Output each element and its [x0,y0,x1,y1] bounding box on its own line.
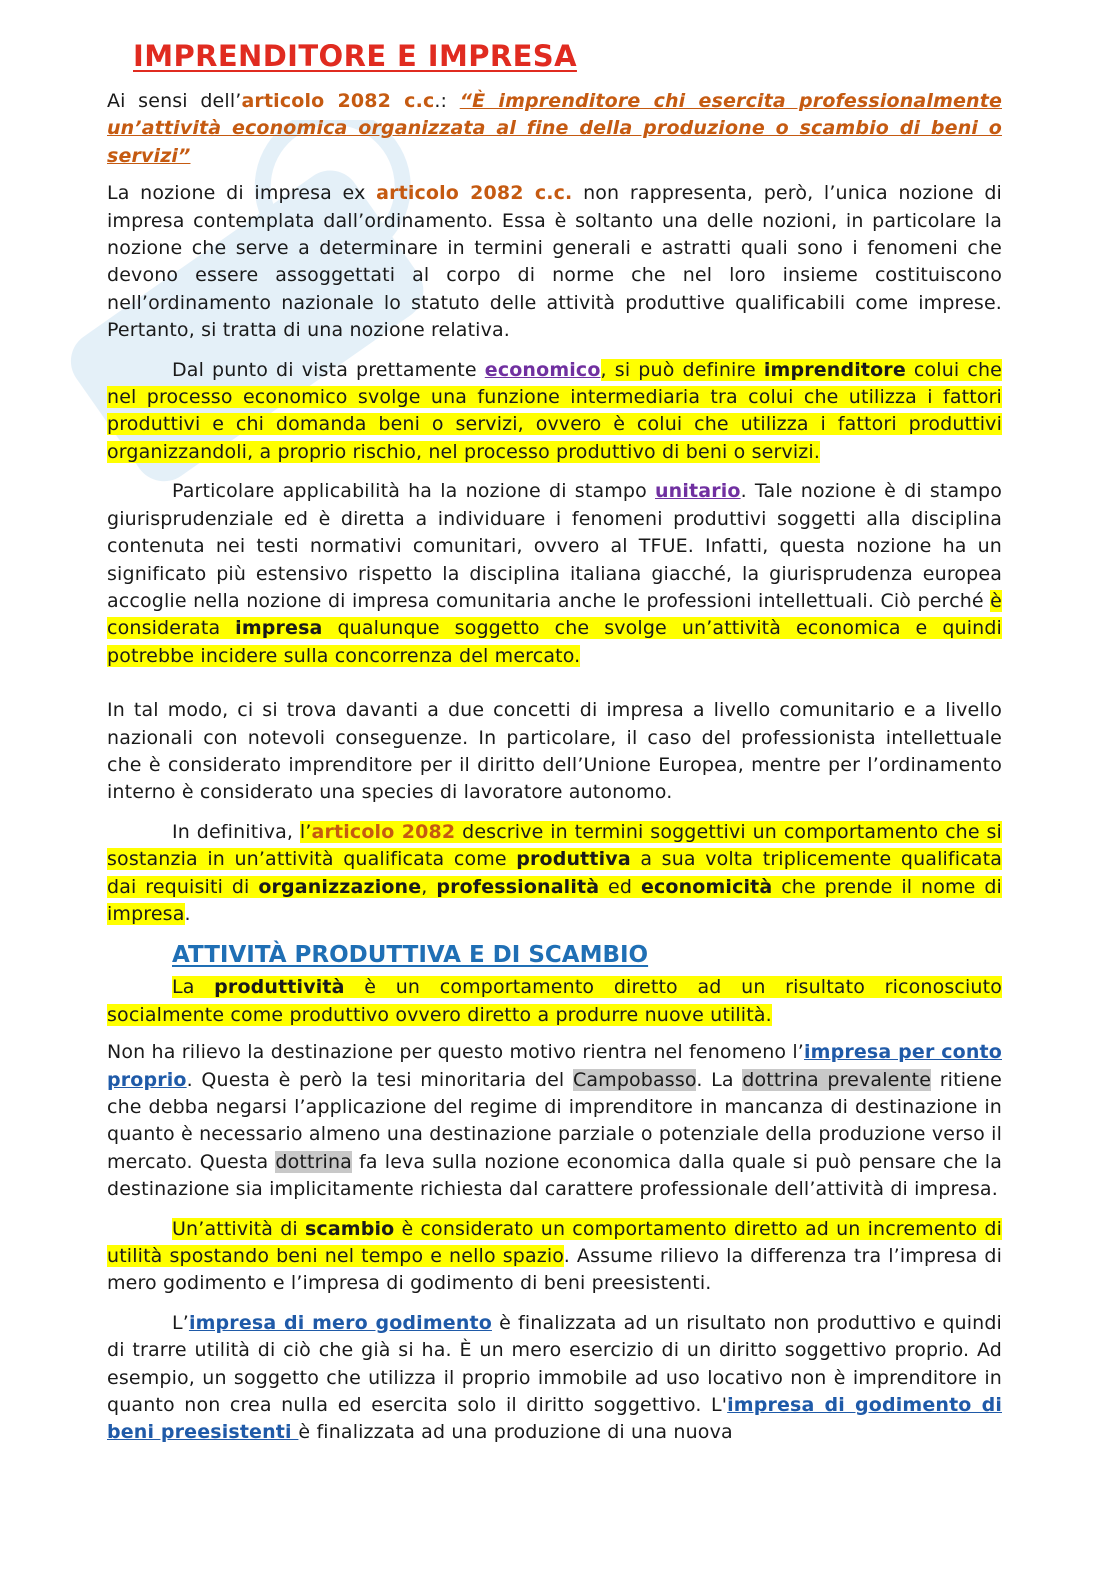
highlight: descrive in termini soggettivi un comportamento che si sostanzia in un’attività qualificata come [107,820,1002,871]
text: . Assume rilievo la differenza tra l’impresa di mero godimento e l’impresa di godimento di beni preesistenti. [107,1245,1002,1295]
grey-highlight: dottrina [275,1150,352,1173]
text: . [184,902,191,925]
highlight: che prende il nome di impresa [107,875,1002,925]
document-page [107,30,1002,1447]
page-title: IMPRENDITORE E IMPRESA [133,39,577,73]
link-economico[interactable]: economico [484,358,601,381]
article-quote: “È imprenditore chi esercita professionalmente un’attività economica organizzata al fine della produzione o scambio di beni o servizi” [107,90,1002,167]
highlight-bold: scambio [304,1217,395,1240]
paragraph-scambio [107,1216,1002,1298]
highlight: , [421,875,437,898]
text: ritiene che debba negarsi l’applicazione del regime di imprenditore in mancanza di destinazione in quanto è necessario almeno una destinazione parziale o potenziale della produzione verso il mercato. Questa [107,1068,1002,1173]
paragraph-unitario [107,478,1002,670]
text: . Questa è però la tesi minoritaria del [186,1068,573,1091]
text: Dal punto di vista prettamente [172,358,485,381]
highlight: Un’attività di [172,1217,305,1240]
highlight: La [172,976,215,999]
text: .: [434,90,460,112]
paragraph-destinazione [107,1039,1002,1203]
text: Ai sensi dell’ [107,90,242,112]
link-unitario[interactable]: unitario [655,480,741,503]
article-reference: articolo 2082 [311,820,456,843]
highlight: colui che nel processo economico svolge una funzione intermediaria tra colui che utilizza i fattori produttivi e chi domanda beni o servizi, ovvero è colui che utilizza i fattori produttivi organizzandoli, a proprio rischio, nel processo produttivo di beni o servizi. [107,358,1002,463]
paragraph-due-concetti: In tal modo, ci si trova davanti a due concetti di impresa a livello comunitario e a livello nazionali con notevoli conseguenze. In particolare, il caso del professionista intellettuale che è considerato imprenditore per il diritto dell’Unione Europea, mentre per l’ordinamento interno è considerato una species di lavoratore autonomo. [107,699,1002,804]
text: fa leva sulla nozione economica dalla quale si può pensare che la destinazione sia implicitamente richiesta dal carattere professionale dell’attività di impresa. [107,1150,1002,1201]
highlight: a sua volta triplicemente qualificata dai requisiti di [107,848,1002,898]
highlight-bold: professionalità [436,875,600,898]
highlight-bold: produttiva [516,848,631,871]
paragraph-definitiva [107,819,1002,929]
text: Non ha rilievo la destinazione per questo motivo rientra nel fenomeno l’ [107,1041,805,1064]
paragraph-godimento [107,1310,1002,1447]
highlight-bold: impresa [235,617,323,640]
highlight-bold: organizzazione [258,875,422,898]
paragraph-economico [107,357,1002,467]
text: è finalizzata ad una produzione di una nuova [298,1421,733,1444]
link-impresa-conto-proprio[interactable]: impresa per conto proprio [107,1041,1002,1091]
text: . Tale nozione è di stampo giurisprudenziale ed è diretta a individuare i fenomeni produttivi soggetti alla disciplina contenuta nei testi normativi comunitari, ovvero al TFUE. Infatti, questa nozione ha un significato più estensivo rispetto la disciplina italiana giacché, la giurisprudenza europea accoglie nella nozione di impresa comunitaria anche le professioni intellettuali. Ciò perché [107,480,1002,612]
highlight-bold: economicità [640,875,773,898]
text: . La [696,1068,743,1091]
section-heading: ATTIVITÀ PRODUTTIVA E DI SCAMBIO [172,942,649,969]
article-reference: articolo 2082 c.c. [376,182,573,205]
highlight: ed [599,875,641,898]
grey-highlight: Campobasso [572,1068,697,1091]
paragraph-definition [107,88,1002,170]
text: Particolare applicabilità ha la nozione di stampo [172,480,655,503]
grey-highlight: dottrina prevalente [742,1068,932,1091]
highlight: è considerato un comportamento diretto ad un incremento di utilità spostando beni nel tempo e nello spazio [107,1217,1002,1268]
text: è finalizzata ad un risultato non produttivo e quindi di trarre utilità di ciò che già si ha. È un mero esercizio di un diritto soggettivo proprio. Ad esempio, un soggetto che utilizza il proprio immobile ad uso locativo non è imprenditore in quanto non crea nulla ed esercita solo il diritto soggettivo. L' [107,1311,1002,1417]
text: In definitiva, [172,820,300,843]
paragraph-produttivita [107,974,1002,1029]
text: La nozione di impresa ex [107,182,377,205]
paragraph-nozione [107,180,1002,344]
highlight-bold: imprenditore [763,358,906,381]
article-reference: articolo 2082 c.c [241,90,435,112]
highlight: l’ [299,820,312,843]
highlight-bold: produttività [214,976,345,999]
highlight: è un comportamento diretto ad un risultato riconosciuto socialmente come produttivo ovvero diretto a produrre nuove utilità. [107,976,1002,1026]
link-impresa-mero-godimento[interactable]: impresa di mero godimento [188,1311,492,1334]
highlight: , si può definire [600,358,764,381]
highlight: qualunque soggetto che svolge un’attività economica e quindi potrebbe incidere sulla concorrenza del mercato. [107,617,1002,667]
text: L’ [172,1311,189,1334]
highlight: è considerata [107,589,1002,640]
text: non rappresenta, però, l’unica nozione di impresa contemplata dall’ordinamento. Essa è soltanto una delle nozioni, in particolare la nozione che serve a determinare in termini generali e astratti quali sono i fenomeni che devono essere assoggettati al corpo di norme che nel loro insieme costituiscono nell’ordinamento nazionale lo statuto delle attività produttive qualificabili come imprese. Pertanto, si tratta di una nozione relativa. [107,182,1002,342]
link-impresa-godimento-beni[interactable]: impresa di godimento di beni preesistenti [107,1394,1002,1444]
